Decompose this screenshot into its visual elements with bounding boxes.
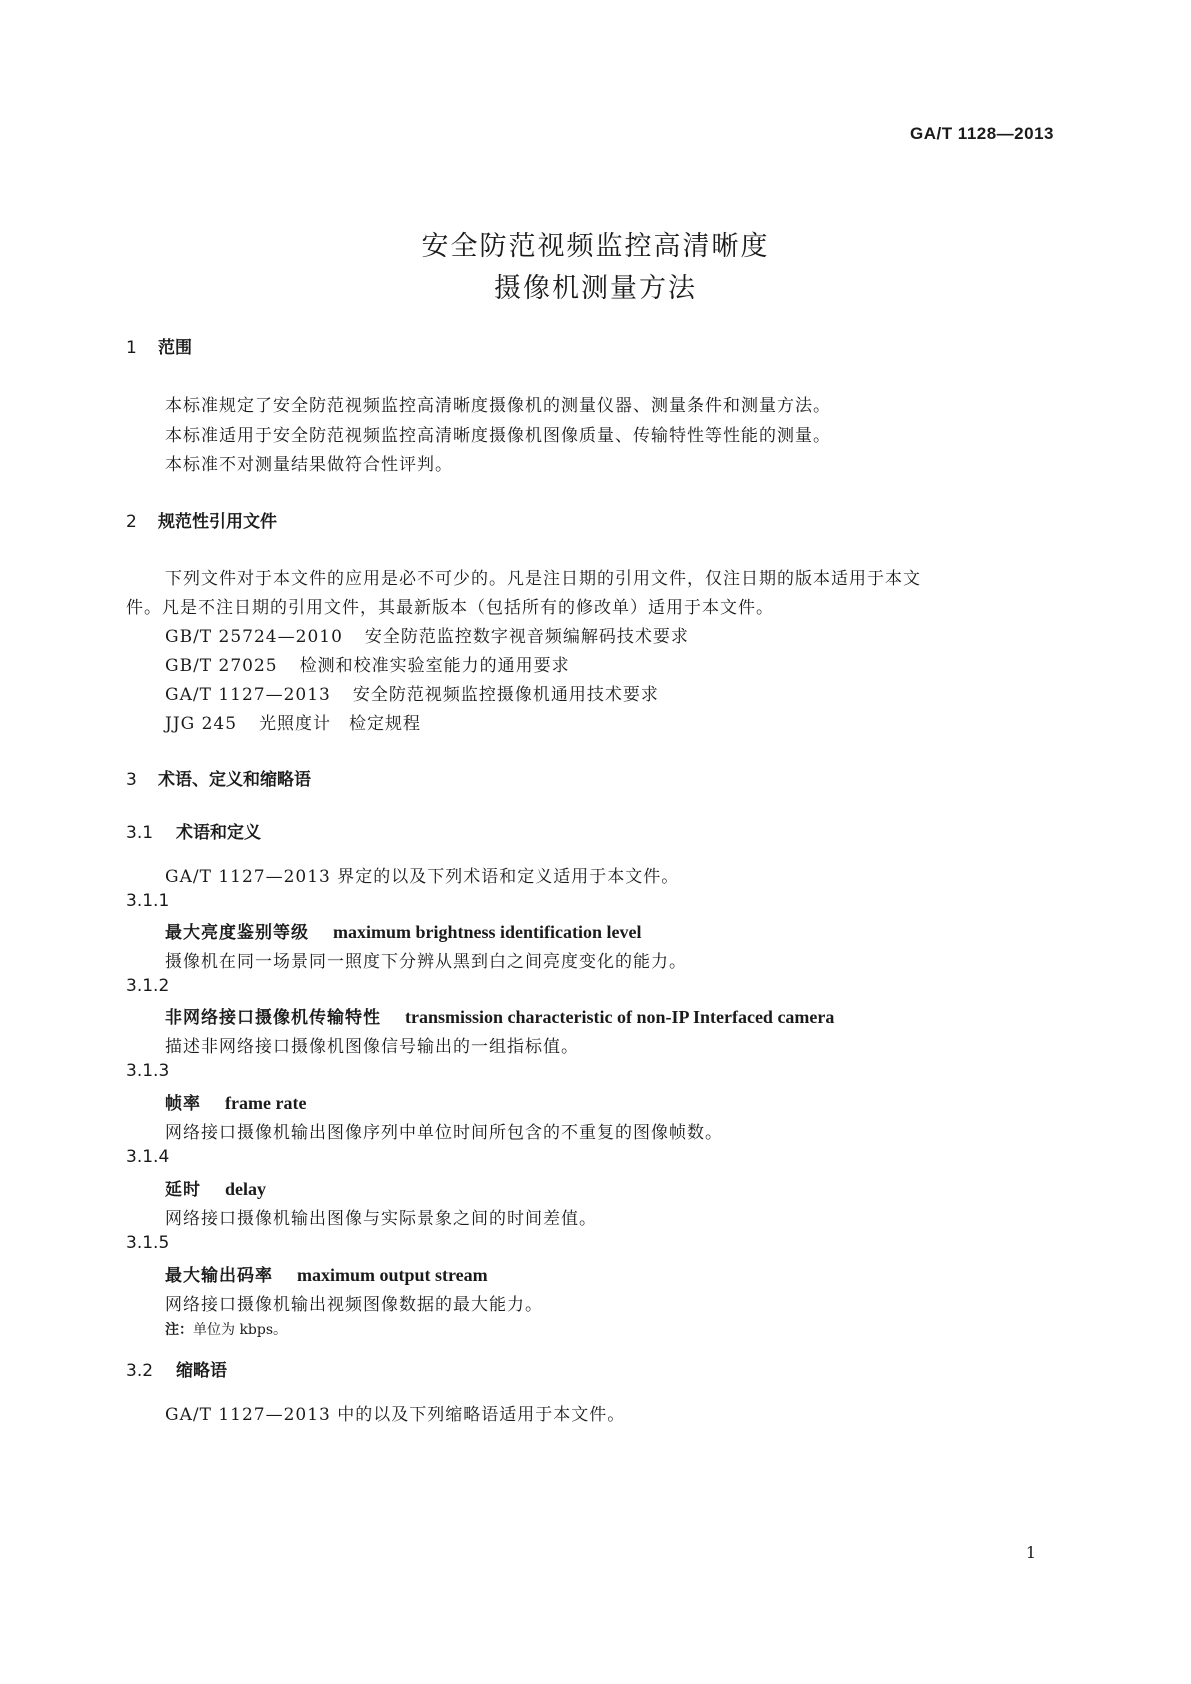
reference-code: GA/T 1127—2013 (165, 685, 331, 705)
term-zh: 最大输出码率 (165, 1266, 273, 1286)
paragraph: GA/T 1127—2013 界定的以及下列术语和定义适用于本文件。 (165, 867, 680, 887)
term-definition: 摄像机在同一场景同一照度下分辨从黑到白之间亮度变化的能力。 (165, 952, 687, 972)
term-heading (165, 918, 642, 943)
reference-item (165, 651, 570, 676)
term-zh: 帧率 (165, 1094, 201, 1114)
section-number: 3.1 (126, 823, 154, 843)
term-heading (165, 1175, 266, 1200)
paragraph: 件。凡是不注日期的引用文件，其最新版本（包括所有的修改单）适用于本文件。 (126, 598, 774, 618)
section-1-heading (126, 333, 192, 358)
note-label: 注： (165, 1322, 193, 1338)
paragraph: GA/T 1127—2013 中的以及下列缩略语适用于本文件。 (165, 1405, 626, 1425)
section-number: 2 (126, 512, 137, 532)
section-title: 术语、定义和缩略语 (158, 770, 311, 790)
term-en: transmission characteristic of non-IP Interfaced camera (405, 1007, 835, 1027)
paragraph: 本标准适用于安全防范视频监控高清晰度摄像机图像质量、传输特性等性能的测量。 (165, 426, 831, 446)
term-zh: 非网络接口摄像机传输特性 (165, 1008, 381, 1028)
term-definition: 描述非网络接口摄像机图像信号输出的一组指标值。 (165, 1037, 579, 1057)
term-number: 3.1.2 (126, 976, 170, 996)
section-title: 范围 (158, 338, 192, 358)
document-title-line1: 安全防范视频监控高清晰度 (421, 231, 770, 262)
term-definition: 网络接口摄像机输出图像序列中单位时间所包含的不重复的图像帧数。 (165, 1123, 723, 1143)
reference-item (165, 622, 689, 647)
term-number: 3.1.5 (126, 1233, 170, 1253)
document-title-line2: 摄像机测量方法 (494, 273, 697, 304)
paragraph: 本标准规定了安全防范视频监控高清晰度摄像机的测量仪器、测量条件和测量方法。 (165, 396, 831, 416)
section-number: 1 (126, 338, 137, 358)
term-en: maximum brightness identification level (333, 922, 642, 942)
standard-code: GA/T 1128—2013 (909, 124, 1054, 143)
note-text: 单位为 kbps。 (193, 1322, 288, 1338)
section-number: 3.2 (126, 1361, 154, 1381)
reference-title: 检测和校准实验室能力的通用要求 (299, 656, 570, 676)
subsection-3-2-heading (126, 1356, 227, 1381)
reference-title: 安全防范视频监控摄像机通用技术要求 (352, 685, 659, 705)
term-number: 3.1.3 (126, 1061, 170, 1081)
term-definition: 网络接口摄像机输出视频图像数据的最大能力。 (165, 1295, 543, 1315)
section-title: 术语和定义 (176, 823, 261, 843)
reference-code: GB/T 25724—2010 (165, 627, 343, 647)
reference-item (165, 680, 659, 705)
reference-title: 光照度计 检定规程 (259, 714, 422, 734)
subsection-3-1-heading (126, 818, 261, 843)
section-3-heading (126, 765, 311, 790)
reference-title: 安全防范监控数字视音频编解码技术要求 (364, 627, 689, 647)
section-title: 规范性引用文件 (158, 512, 277, 532)
note (165, 1319, 287, 1339)
term-heading (165, 1003, 834, 1028)
section-title: 缩略语 (176, 1361, 227, 1381)
term-en: maximum output stream (297, 1265, 488, 1285)
term-heading (165, 1261, 488, 1286)
page-number: 1 (1025, 1543, 1036, 1562)
paragraph: 下列文件对于本文件的应用是必不可少的。凡是注日期的引用文件，仅注日期的版本适用于本文 (165, 569, 921, 589)
reference-item (165, 709, 421, 734)
paragraph: 本标准不对测量结果做符合性评判。 (165, 455, 453, 475)
section-2-heading (126, 507, 277, 532)
term-number: 3.1.4 (126, 1147, 170, 1167)
term-number: 3.1.1 (126, 891, 170, 911)
term-heading (165, 1089, 306, 1114)
reference-code: JJG 245 (165, 714, 238, 734)
term-definition: 网络接口摄像机输出图像与实际景象之间的时间差值。 (165, 1209, 597, 1229)
section-number: 3 (126, 770, 137, 790)
term-zh: 延时 (165, 1180, 201, 1200)
reference-code: GB/T 27025 (165, 656, 278, 676)
term-en: delay (225, 1179, 267, 1199)
term-zh: 最大亮度鉴别等级 (165, 923, 309, 943)
term-en: frame rate (225, 1093, 307, 1113)
